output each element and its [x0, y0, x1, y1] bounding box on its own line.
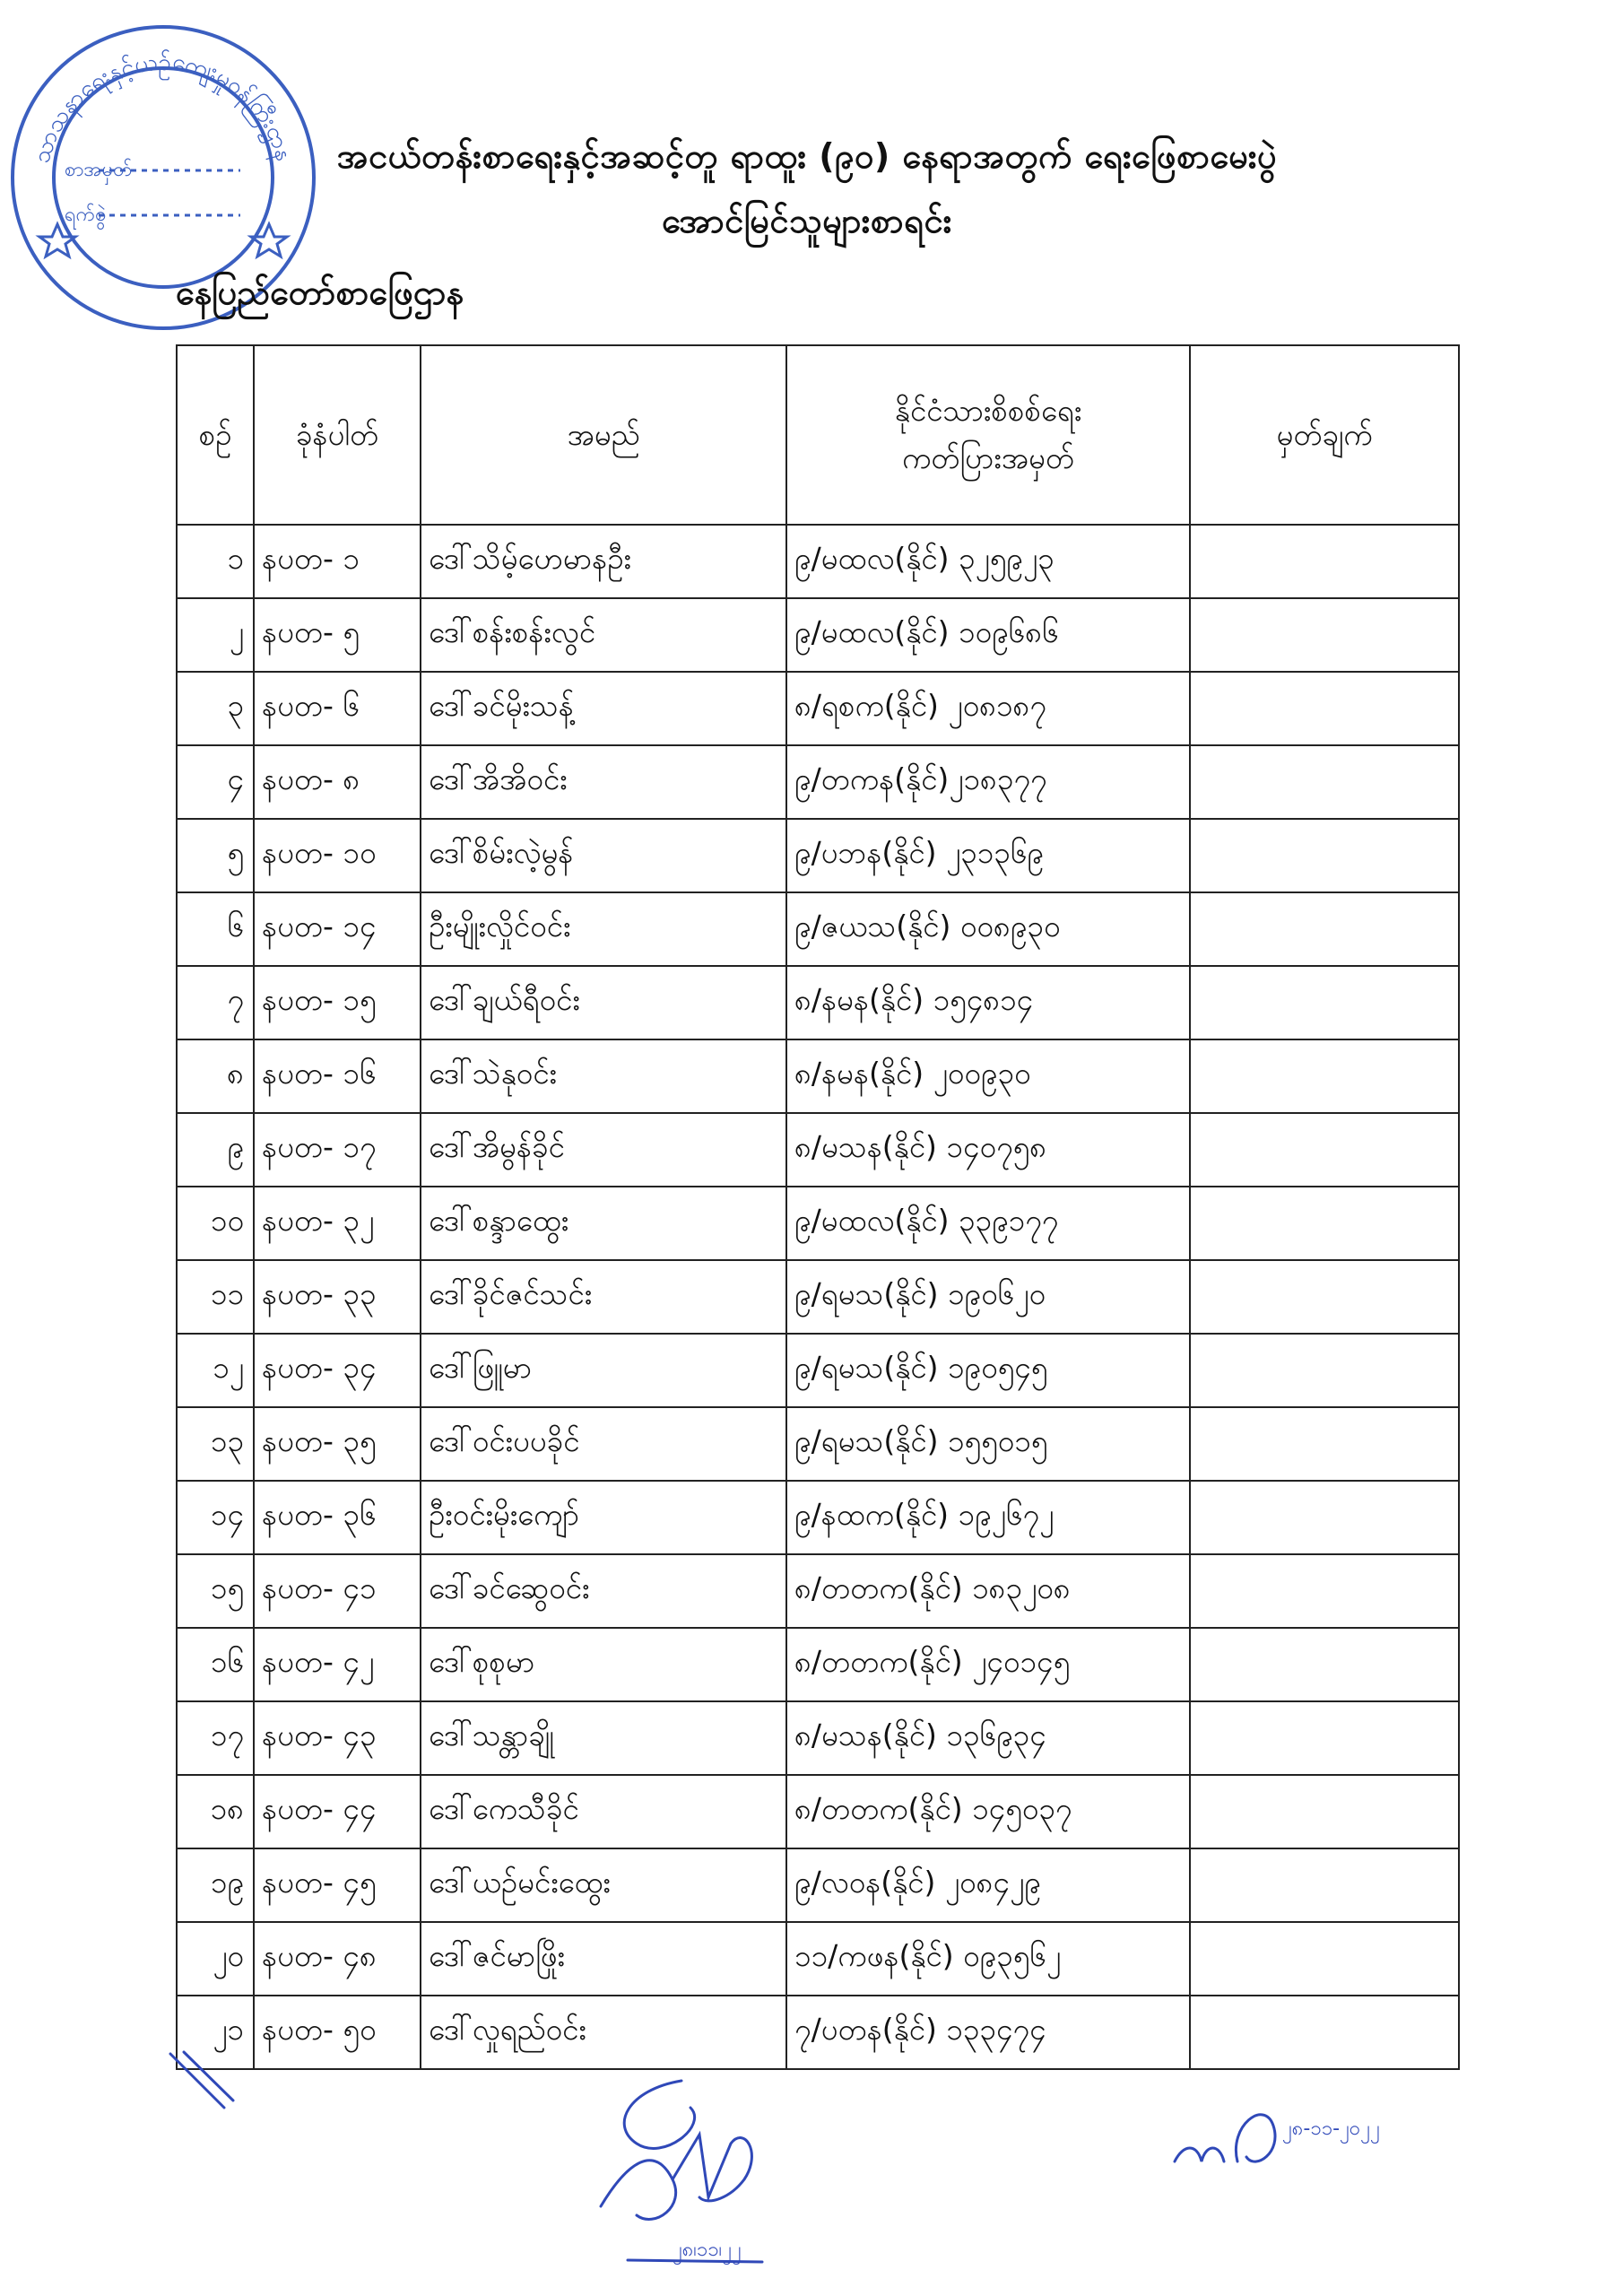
- table-row: [177, 1113, 1459, 1187]
- cell-name: ဒေါ်သဲနုဝင်း: [421, 1039, 786, 1113]
- cell-nrc: ၈/မသန(နိုင်) ၁၃၆၉၃၄: [786, 1701, 1190, 1775]
- cell-nrc: ၈/မသန(နိုင်) ၁၄၀၇၅၈: [786, 1113, 1190, 1187]
- cell-remark: [1190, 1775, 1459, 1848]
- cell-roll-no: နပတ- ၅: [254, 598, 421, 672]
- cell-roll-no: နပတ- ၄၅: [254, 1848, 421, 1922]
- cell-serial-no: ၁၈: [177, 1775, 254, 1848]
- cell-remark: [1190, 598, 1459, 672]
- cell-serial-no: ၂၀: [177, 1922, 254, 1996]
- cell-nrc: ၈/တတက(နိုင်) ၁၈၃၂၀၈: [786, 1554, 1190, 1628]
- signature-left: [574, 2072, 843, 2278]
- table-row: [177, 892, 1459, 966]
- header-remark: မှတ်ချက်: [1190, 345, 1459, 525]
- cell-remark: [1190, 1407, 1459, 1481]
- svg-text:ရက်စွဲ: ရက်စွဲ: [65, 204, 107, 226]
- header-nrc-line-2: ကတ်ပြားအမှတ်: [901, 440, 1074, 475]
- cell-remark: [1190, 1922, 1459, 1996]
- cell-name: ဒေါ်ခိုင်ဇင်သင်း: [421, 1260, 786, 1334]
- table-row: [177, 1922, 1459, 1996]
- cell-name: ဒေါ်လှုရည်ဝင်း: [421, 1996, 786, 2069]
- cell-remark: [1190, 525, 1459, 598]
- cell-name: ဒေါ်ခင်မိုးသန့်: [421, 672, 786, 745]
- cell-remark: [1190, 892, 1459, 966]
- cell-serial-no: ၁၂: [177, 1334, 254, 1407]
- header-nrc-line-1: နိုင်ငံသားစိစစ်ရေး: [894, 393, 1082, 429]
- cell-nrc: ၉/ရမသ(နိုင်) ၁၉၀၅၄၅: [786, 1334, 1190, 1407]
- signature-right: [1157, 2072, 1462, 2188]
- table-row: [177, 598, 1459, 672]
- signature-right-date: ၂၈-၁၁-၂၀၂၂: [1282, 2118, 1380, 2140]
- cell-serial-no: ၂: [177, 598, 254, 672]
- table-row: [177, 1260, 1459, 1334]
- cell-name: ဒေါ်အိမွန်ခိုင်: [421, 1113, 786, 1187]
- header-serial-no: စဉ်: [177, 345, 254, 525]
- table-row: [177, 1481, 1459, 1554]
- cell-remark: [1190, 1039, 1459, 1113]
- cell-serial-no: ၃: [177, 672, 254, 745]
- cell-nrc: ၉/ဇယသ(နိုင်) ၀၀၈၉၃၀: [786, 892, 1190, 966]
- cell-nrc: ၉/ပဘန(နိုင်) ၂၃၁၃၆၉: [786, 819, 1190, 892]
- cell-nrc: ၈/နမန(နိုင်) ၂၀၀၉၃၀: [786, 1039, 1190, 1113]
- table-row: [177, 672, 1459, 745]
- cell-name: ဒေါ်စန္ဒာထွေး: [421, 1187, 786, 1260]
- cell-name: ဒေါ်စိမ်းလဲ့မွန်: [421, 819, 786, 892]
- document-subtitle: အောင်မြင်သူများစာရင်း: [662, 201, 952, 240]
- cell-remark: [1190, 672, 1459, 745]
- header-nrc: [786, 345, 1190, 525]
- cell-serial-no: ၂၁: [177, 1996, 254, 2069]
- cell-nrc: ၉/ရမသ(နိုင်) ၁၉၀၆၂၀: [786, 1260, 1190, 1334]
- cell-roll-no: နပတ- ၁၇: [254, 1113, 421, 1187]
- cell-serial-no: ၁၁: [177, 1260, 254, 1334]
- cell-nrc: ၉/မထလ(နိုင်) ၁၀၉၆၈၆: [786, 598, 1190, 672]
- cell-remark: [1190, 966, 1459, 1039]
- cell-serial-no: ၁၀: [177, 1187, 254, 1260]
- cell-roll-no: နပတ- ၁၄: [254, 892, 421, 966]
- exam-center-label: နေပြည်တော်စာဖြေဌာန: [176, 273, 464, 312]
- cell-roll-no: နပတ- ၄၂: [254, 1628, 421, 1701]
- cell-remark: [1190, 1481, 1459, 1554]
- cell-remark: [1190, 1554, 1459, 1628]
- table-row: [177, 819, 1459, 892]
- cell-name: ဒေါ်ခင်ဆွေဝင်း: [421, 1554, 786, 1628]
- cell-nrc: ၉/တကန(နိုင်)၂၁၈၃၇၇: [786, 745, 1190, 819]
- table-row: [177, 1039, 1459, 1113]
- cell-nrc: ၉/လဝန(နိုင်) ၂၀၈၄၂၉: [786, 1848, 1190, 1922]
- cell-nrc: ၉/မထလ(နိုင်) ၃၃၉၁၇၇: [786, 1187, 1190, 1260]
- table-row: [177, 1334, 1459, 1407]
- cell-nrc: ၉/နထက(နိုင်) ၁၉၂၆၇၂: [786, 1481, 1190, 1554]
- cell-serial-no: ၁၅: [177, 1554, 254, 1628]
- cell-name: ဒေါ်စန်းစန်းလွင်: [421, 598, 786, 672]
- svg-text:သာသနာရေးနှင့်ယဉ်ကျေးမှုဝန်ကြီး: သာသနာရေးနှင့်ယဉ်ကျေးမှုဝန်ကြီးဌာန: [28, 48, 298, 167]
- cell-serial-no: ၄: [177, 745, 254, 819]
- cell-roll-no: နပတ- ၁: [254, 525, 421, 598]
- cell-nrc: ၇/ပတန(နိုင်) ၁၃၃၄၇၄: [786, 1996, 1190, 2069]
- cell-nrc: ၈/နမန(နိုင်) ၁၅၄၈၁၄: [786, 966, 1190, 1039]
- cell-roll-no: နပတ- ၄၃: [254, 1701, 421, 1775]
- cell-roll-no: နပတ- ၃၅: [254, 1407, 421, 1481]
- cell-remark: [1190, 1334, 1459, 1407]
- cell-name: ဒေါ်သိမ့်ဟေမာနဦး: [421, 525, 786, 598]
- cell-roll-no: နပတ- ၃၂: [254, 1187, 421, 1260]
- cell-roll-no: နပတ- ၄၄: [254, 1775, 421, 1848]
- cell-roll-no: နပတ- ၆: [254, 672, 421, 745]
- cell-name: ဒေါ်ကေသီခိုင်: [421, 1775, 786, 1848]
- cell-roll-no: နပတ- ၅၀: [254, 1996, 421, 2069]
- header-name: အမည်: [421, 345, 786, 525]
- cell-remark: [1190, 745, 1459, 819]
- cell-serial-no: ၈: [177, 1039, 254, 1113]
- table-row: [177, 1775, 1459, 1848]
- table-row: [177, 1848, 1459, 1922]
- cell-roll-no: နပတ- ၁၅: [254, 966, 421, 1039]
- cell-serial-no: ၁၇: [177, 1701, 254, 1775]
- cell-name: ဦးဝင်းမိုးကျော်: [421, 1481, 786, 1554]
- pen-mark: [161, 2045, 242, 2117]
- cell-remark: [1190, 1187, 1459, 1260]
- results-table: [176, 344, 1460, 2070]
- table-row: [177, 1628, 1459, 1701]
- cell-roll-no: နပတ- ၄၁: [254, 1554, 421, 1628]
- cell-name: ဒေါ်ဝင်းပပခိုင်: [421, 1407, 786, 1481]
- table-header-row: [177, 345, 1459, 525]
- cell-serial-no: ၅: [177, 819, 254, 892]
- cell-name: ဒေါ်ဇင်မာဖြိုး: [421, 1922, 786, 1996]
- cell-serial-no: ၁၆: [177, 1628, 254, 1701]
- table-row: [177, 525, 1459, 598]
- cell-name: ဒေါ်ဖြူမာ: [421, 1334, 786, 1407]
- cell-serial-no: ၁၃: [177, 1407, 254, 1481]
- table-row: [177, 1407, 1459, 1481]
- table-row: [177, 1554, 1459, 1628]
- cell-name: ဒေါ်အိအိဝင်း: [421, 745, 786, 819]
- cell-remark: [1190, 1848, 1459, 1922]
- cell-remark: [1190, 819, 1459, 892]
- cell-remark: [1190, 1113, 1459, 1187]
- cell-name: ဒေါ်ယဉ်မင်းထွေး: [421, 1848, 786, 1922]
- cell-serial-no: ၆: [177, 892, 254, 966]
- cell-serial-no: ၁: [177, 525, 254, 598]
- cell-remark: [1190, 1701, 1459, 1775]
- cell-roll-no: နပတ- ၈: [254, 745, 421, 819]
- cell-name: ဒေါ်စုစုမာ: [421, 1628, 786, 1701]
- cell-roll-no: နပတ- ၃၃: [254, 1260, 421, 1334]
- cell-remark: [1190, 1996, 1459, 2069]
- cell-roll-no: နပတ- ၃၆: [254, 1481, 421, 1554]
- cell-serial-no: ၇: [177, 966, 254, 1039]
- cell-nrc: ၈/တတက(နိုင်) ၁၄၅၀၃၇: [786, 1775, 1190, 1848]
- cell-roll-no: နပတ- ၁၆: [254, 1039, 421, 1113]
- cell-roll-no: နပတ- ၄၈: [254, 1922, 421, 1996]
- cell-nrc: ၉/ရမသ(နိုင်) ၁၅၅၀၁၅: [786, 1407, 1190, 1481]
- cell-nrc: ၉/မထလ(နိုင်) ၃၂၅၉၂၃: [786, 525, 1190, 598]
- cell-remark: [1190, 1628, 1459, 1701]
- cell-name: ဒေါ်သန္တာချို: [421, 1701, 786, 1775]
- table-row: [177, 745, 1459, 819]
- table-row: [177, 1701, 1459, 1775]
- cell-serial-no: ၉: [177, 1113, 254, 1187]
- cell-serial-no: ၁၄: [177, 1481, 254, 1554]
- cell-roll-no: နပတ- ၃၄: [254, 1334, 421, 1407]
- table-row: [177, 1187, 1459, 1260]
- signature-left-date: ၂၈၊၁၁၊၂၂: [673, 2239, 742, 2261]
- cell-name: ဒေါ်ချယ်ရီဝင်း: [421, 966, 786, 1039]
- table-row: [177, 966, 1459, 1039]
- cell-nrc: ၁၁/ကဖန(နိုင်) ၀၉၃၅၆၂: [786, 1922, 1190, 1996]
- cell-nrc: ၈/တတက(နိုင်) ၂၄၀၁၄၅: [786, 1628, 1190, 1701]
- svg-text:စာအမှတ်: စာအမှတ်: [65, 159, 133, 181]
- header-roll-no: ခုံနံပါတ်: [254, 345, 421, 525]
- cell-roll-no: နပတ- ၁၀: [254, 819, 421, 892]
- cell-remark: [1190, 1260, 1459, 1334]
- cell-serial-no: ၁၉: [177, 1848, 254, 1922]
- cell-nrc: ၈/ရစက(နိုင်) ၂၀၈၁၈၇: [786, 672, 1190, 745]
- document-title: အငယ်တန်းစာရေးနှင့်အဆင့်တူ ရာထူး (၉၀) နေရာအတွက် ရေးဖြေစာမေးပွဲ: [336, 136, 1278, 176]
- table-row: [177, 1996, 1459, 2069]
- cell-name: ဦးမျိုးလှိုင်ဝင်း: [421, 892, 786, 966]
